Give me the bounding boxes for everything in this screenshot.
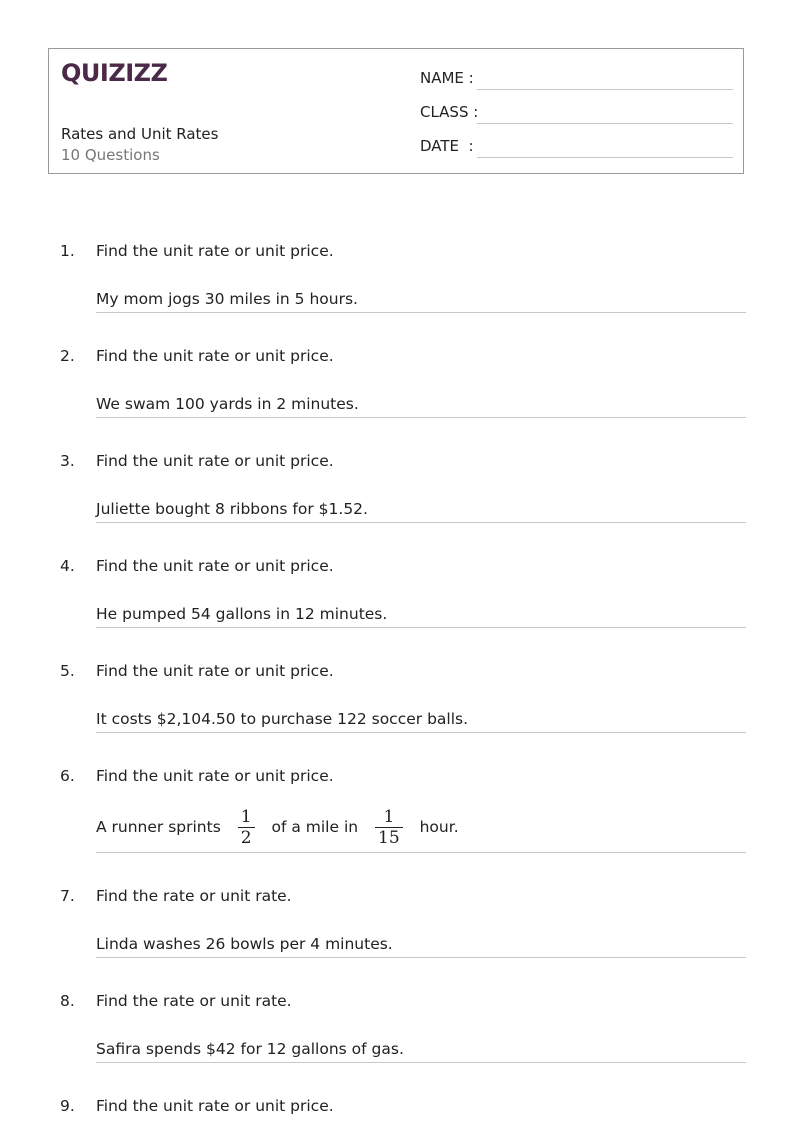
answer-line[interactable] (96, 417, 746, 418)
question-prompt: Find the unit rate or unit price. (96, 242, 334, 260)
date-line[interactable] (477, 157, 733, 158)
question-detail: He pumped 54 gallons in 12 minutes. (96, 605, 388, 623)
question-prompt: Find the rate or unit rate. (96, 887, 292, 905)
fraction-one-fifteenth (375, 807, 403, 848)
question-prompt: Find the rate or unit rate. (96, 992, 292, 1010)
question-number: 1. (60, 242, 75, 260)
question-number: 4. (60, 557, 75, 575)
question-detail: Linda washes 26 bowls per 4 minutes. (96, 935, 393, 953)
worksheet-header (48, 48, 744, 174)
answer-line[interactable] (96, 732, 746, 733)
answer-line[interactable] (96, 1062, 746, 1063)
detail-text-b: of a mile in (271, 818, 359, 836)
question-prompt: Find the unit rate or unit price. (96, 767, 334, 785)
question-number: 9. (60, 1097, 75, 1115)
detail-text-a: A runner sprints (96, 818, 221, 836)
answer-line[interactable] (96, 312, 746, 313)
question-number: 5. (60, 662, 75, 680)
quizizz-logo: QUIZIZZ (61, 59, 168, 87)
name-label: NAME : (420, 69, 474, 87)
question-count: 10 Questions (61, 146, 160, 164)
name-line[interactable] (477, 89, 733, 90)
date-label: DATE : (420, 137, 474, 155)
fraction-one-half (238, 807, 255, 848)
answer-line[interactable] (96, 522, 746, 523)
question-prompt: Find the unit rate or unit price. (96, 347, 334, 365)
answer-line[interactable] (96, 627, 746, 628)
question-detail: It costs $2,104.50 to purchase 122 soccer balls. (96, 710, 469, 728)
question-detail (96, 807, 459, 848)
question-detail: Juliette bought 8 ribbons for $1.52. (96, 500, 368, 518)
fraction-denominator: 2 (238, 827, 255, 848)
question-number: 2. (60, 347, 75, 365)
fraction-numerator: 1 (240, 807, 252, 827)
question-number: 7. (60, 887, 75, 905)
question-number: 6. (60, 767, 75, 785)
question-detail: We swam 100 yards in 2 minutes. (96, 395, 359, 413)
question-prompt: Find the unit rate or unit price. (96, 1097, 334, 1115)
detail-text-c: hour. (419, 818, 459, 836)
question-number: 8. (60, 992, 75, 1010)
question-detail: Safira spends $42 for 12 gallons of gas. (96, 1040, 404, 1058)
question-detail: My mom jogs 30 miles in 5 hours. (96, 290, 358, 308)
question-prompt: Find the unit rate or unit price. (96, 557, 334, 575)
worksheet-title: Rates and Unit Rates (61, 125, 219, 143)
class-label: CLASS : (420, 103, 479, 121)
question-prompt: Find the unit rate or unit price. (96, 662, 334, 680)
fraction-denominator: 15 (375, 827, 403, 848)
fraction-numerator: 1 (383, 807, 395, 827)
answer-line[interactable] (96, 852, 746, 853)
question-prompt: Find the unit rate or unit price. (96, 452, 334, 470)
question-number: 3. (60, 452, 75, 470)
answer-line[interactable] (96, 957, 746, 958)
class-line[interactable] (477, 123, 733, 124)
